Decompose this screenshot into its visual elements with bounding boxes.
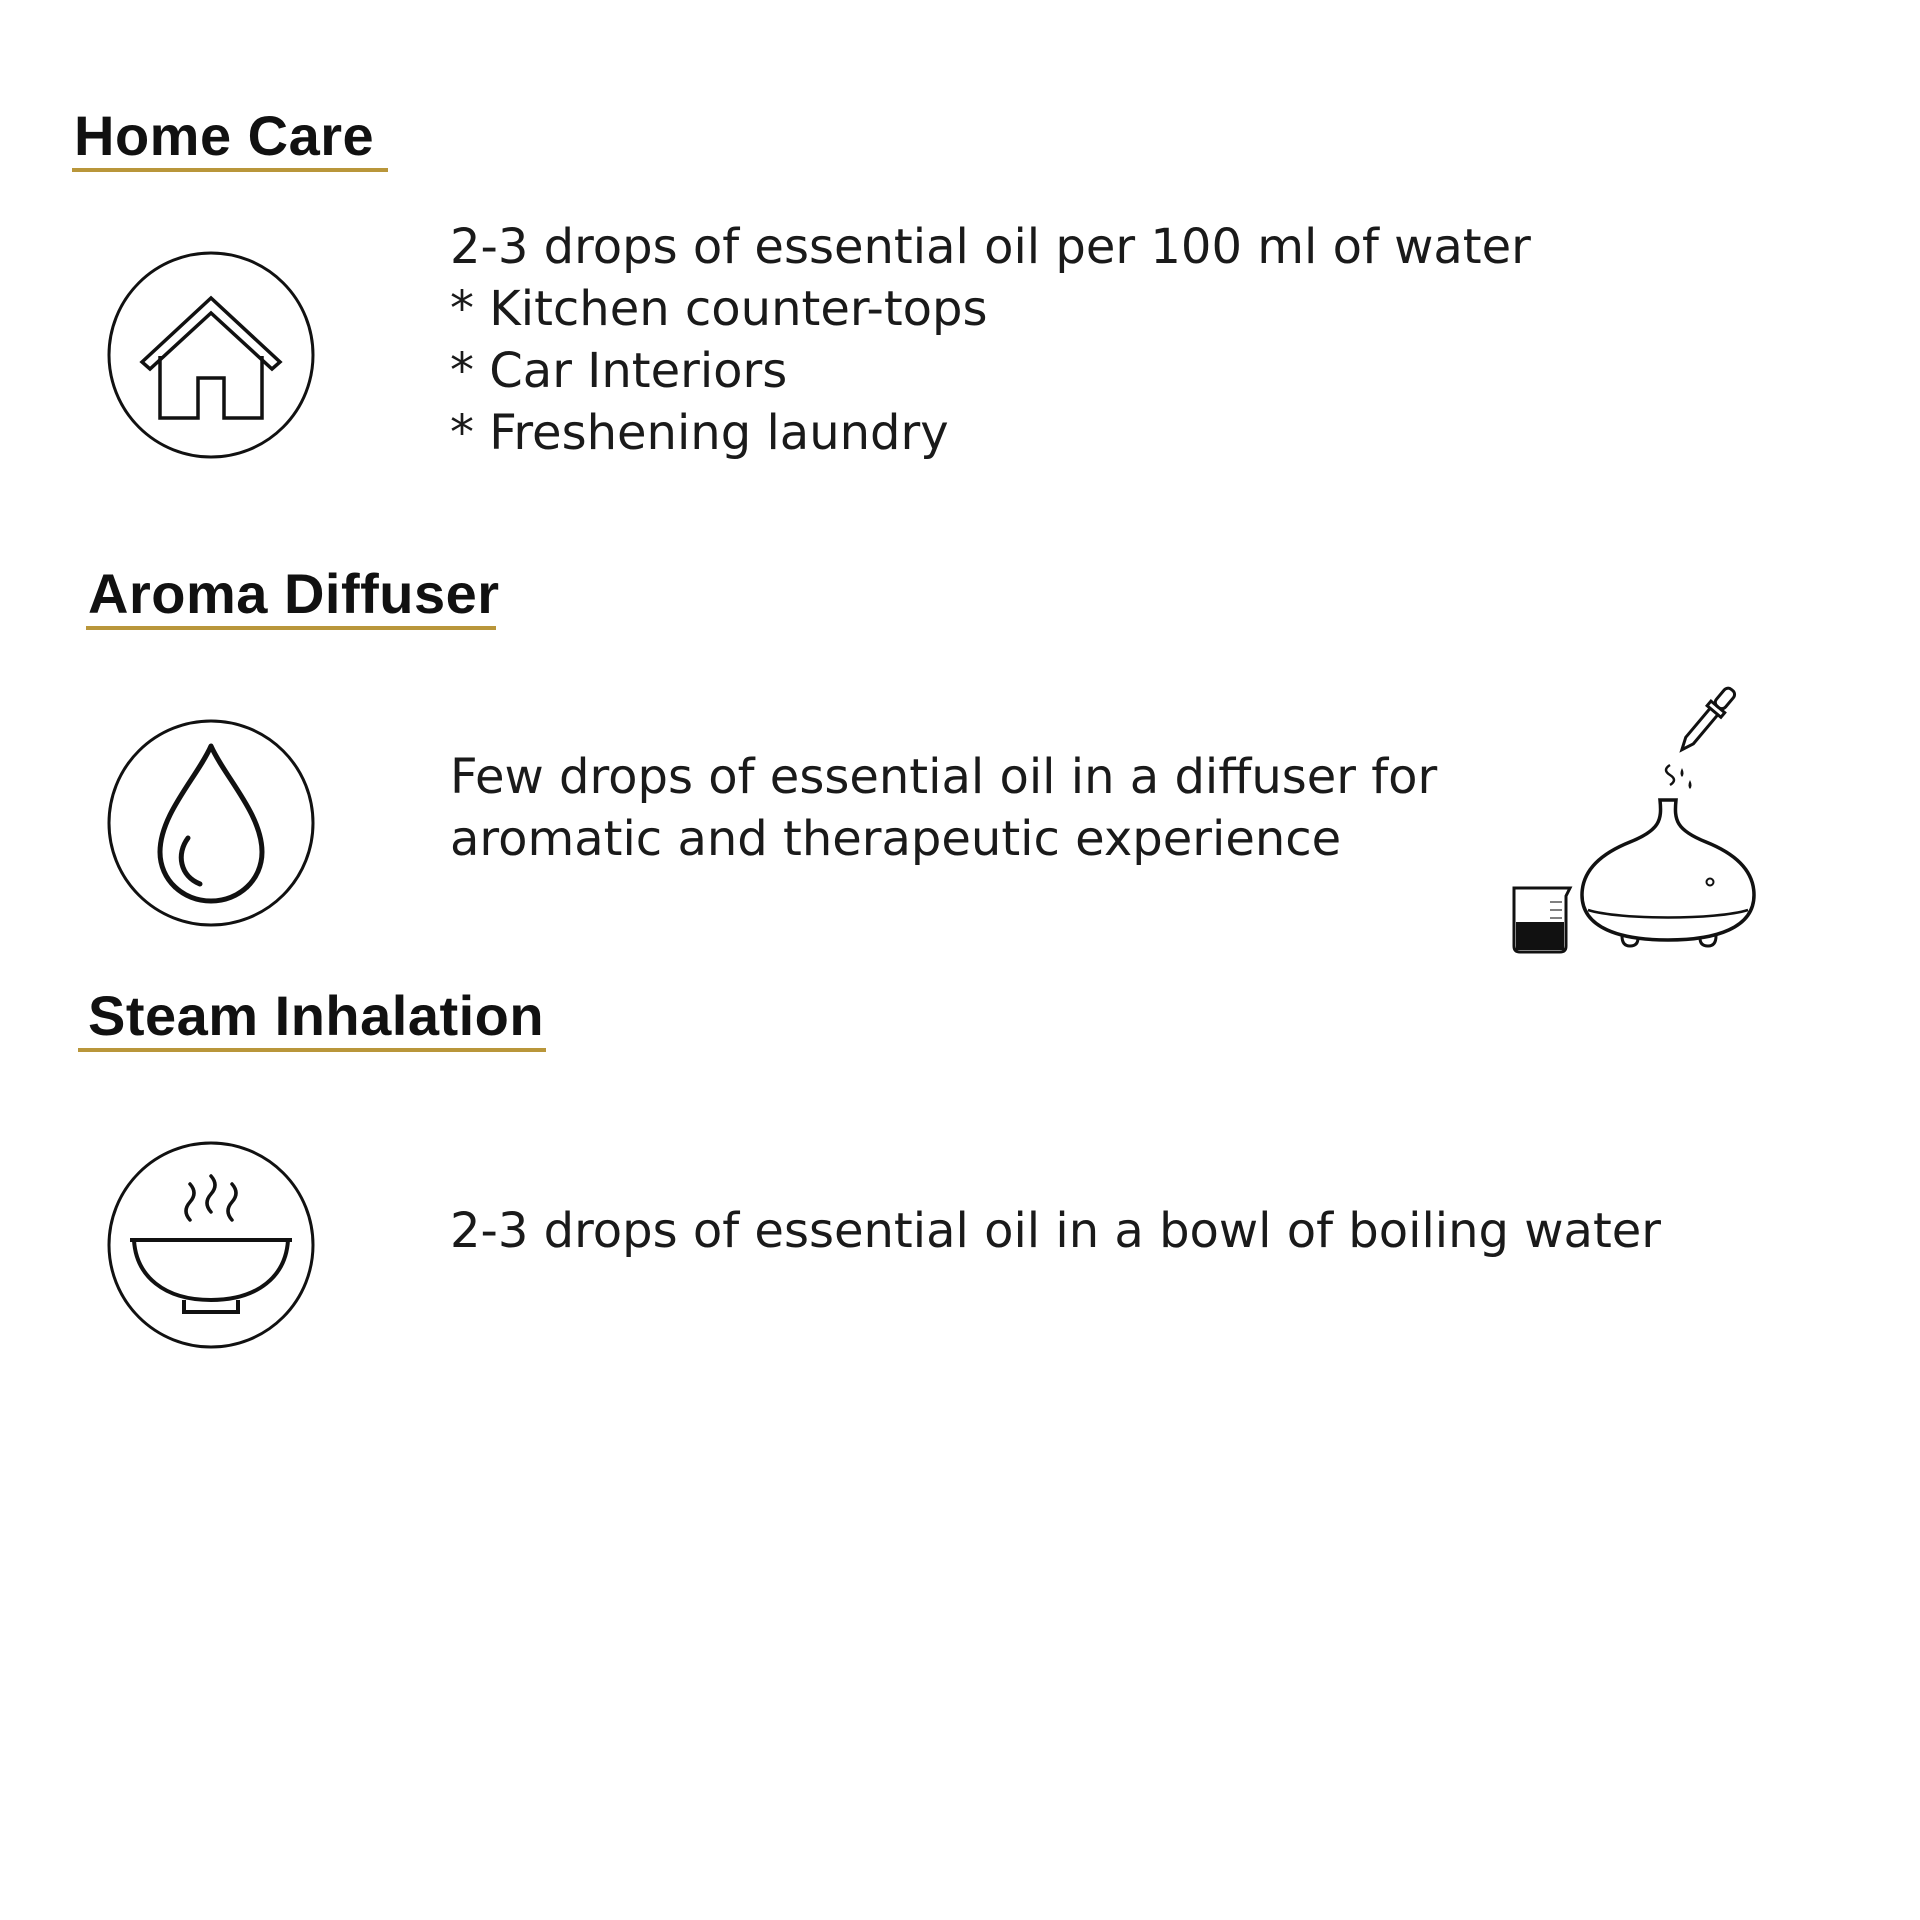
home-care-description	[450, 216, 1531, 464]
diffuser-illustration	[1510, 670, 1810, 980]
description-line: * Kitchen counter-tops	[450, 281, 988, 337]
dropper-icon	[1675, 684, 1739, 755]
water-drop-icon	[106, 718, 316, 928]
title-underline	[86, 626, 496, 630]
steam-inhalation-description	[450, 1200, 1661, 1262]
description-line: 2-3 drops of essential oil in a bowl of boiling water	[450, 1203, 1662, 1259]
house-icon	[106, 250, 316, 460]
title-underline	[72, 168, 388, 172]
beaker-icon	[1514, 888, 1570, 952]
description-line: Few drops of essential oil in a diffuser for	[450, 749, 1438, 805]
section-title-home-care: Home Care	[74, 104, 375, 167]
aroma-diffuser-description	[450, 746, 1437, 870]
description-line: * Car Interiors	[450, 343, 788, 399]
title-underline	[78, 1048, 546, 1052]
description-line: aromatic and therapeutic experience	[450, 811, 1342, 867]
description-line: 2-3 drops of essential oil per 100 ml of water	[450, 219, 1531, 275]
description-line: * Freshening laundry	[450, 405, 949, 461]
steaming-bowl-icon	[106, 1140, 316, 1350]
section-title-aroma-diffuser: Aroma Diffuser	[88, 562, 500, 625]
section-title-steam-inhalation: Steam Inhalation	[88, 984, 545, 1047]
